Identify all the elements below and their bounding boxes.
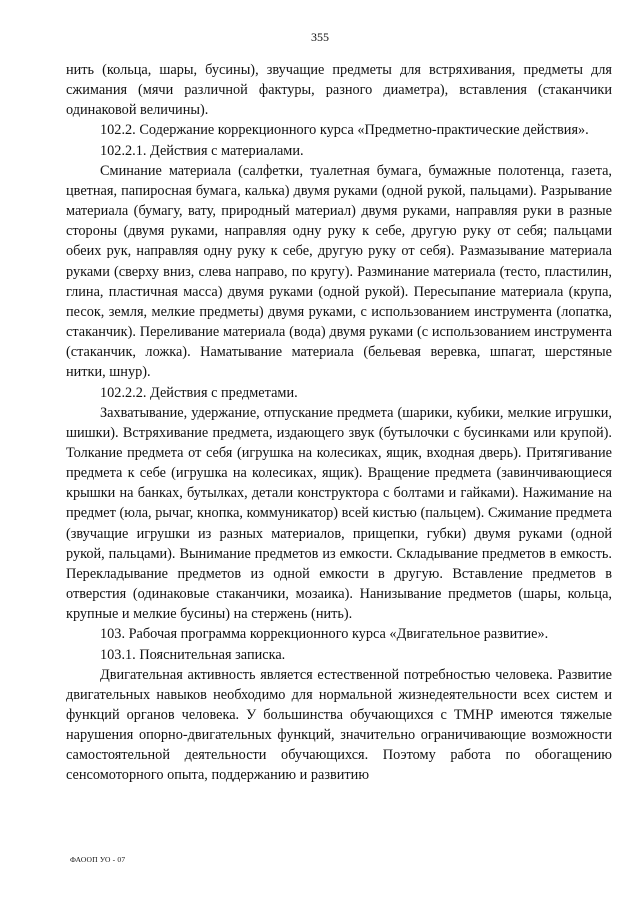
paragraph-section-heading: 103. Рабочая программа коррекционного курса «Двигательное развитие». [100, 626, 549, 643]
paragraph-subsection-heading: 102.2.2. Действия с предметами. [100, 384, 298, 401]
paragraph-subsection-heading: 102.2.1. Действия с материалами. [100, 142, 304, 159]
paragraph: нить (кольца, шары, бусины), звучащие предметы для встряхивания, предметы для сжимания (мячи различной фактуры, разного диаметра), вставления (стаканчики одинаковой величины). [66, 62, 612, 119]
footer-code: ФАООП УО - 07 [70, 855, 126, 864]
paragraph-section-heading: 102.2. Содержание коррекционного курса «Предметно-практические действия». [100, 122, 589, 139]
paragraph: Двигательная активность является естественной потребностью человека. Развитие двигательных навыков необходимо для нормальной жизнедеятельности всех систем и функций органов человека. У большинства обучающихся с ТМНР имеются тяжелые нарушения опорно-двигательных функций, значительно ограничивающие возможности самостоятельной деятельности обучающихся. Поэтому работа по обогащению сенсомоторного опыта, поддержанию и развитию [66, 666, 612, 784]
page-number: 355 [311, 30, 329, 44]
paragraph: Захватывание, удержание, отпускание предмета (шарики, кубики, мелкие игрушки, шишки). Встряхивание предмета, издающего звук (бутылочки с бусинками или крупой). Толкание предмета от себя (игрушка на колесиках, ящик, входная дверь). Притягивание предмета к себе (игрушка на колесиках, ящик). Вращение предмета (завинчивающиеся крышки на банках, бутылках, детали конструктора с болтами и гайками). Нажимание на предмет (юла, рычаг, кнопка, коммуникатор) всей кистью (пальцем). Сжимание предмета (звучащие игрушки из разных материалов, прищепки, губки) двумя руками (одной рукой, пальцами). Вынимание предметов из емкости. Складывание предметов в емкость. Перекладывание предметов из одной емкости в другую. Вставление предметов в отверстия (одинаковые стаканчики, мозаика). Нанизывание предметов (шары, кольца, крупные и мелкие бусины) на стержень (нить). [66, 404, 612, 623]
paragraph: Сминание материала (салфетки, туалетная бумага, бумажные полотенца, газета, цветная, папиросная бумага, калька) двумя руками (одной рукой, пальцами). Разрывание материала (бумагу, вату, природный материал) двумя руками, направляя руки в разные стороны (двумя руками, направляя одну руку к себе, другую руку от себя; пальцами обеих рук, направляя одну руку к себе, другую руку от себя). Размазывание материала руками (сверху вниз, слева направо, по кругу). Разминание материала (тесто, пластилин, глина, пластичная масса) двумя руками (одной рукой). Пересыпание материала (крупа, песок, земля, мелкие предметы) двумя руками, с использованием инструмента (лопатка, стаканчик). Переливание материала (вода) двумя руками (с использованием инструмента (стаканчик, ложка). Наматывание материала (бельевая веревка, шпагат, шерстяные нитки, шнур). [66, 162, 612, 381]
paragraph-subsection-heading: 103.1. Пояснительная записка. [100, 646, 286, 663]
page-content [66, 60, 612, 786]
